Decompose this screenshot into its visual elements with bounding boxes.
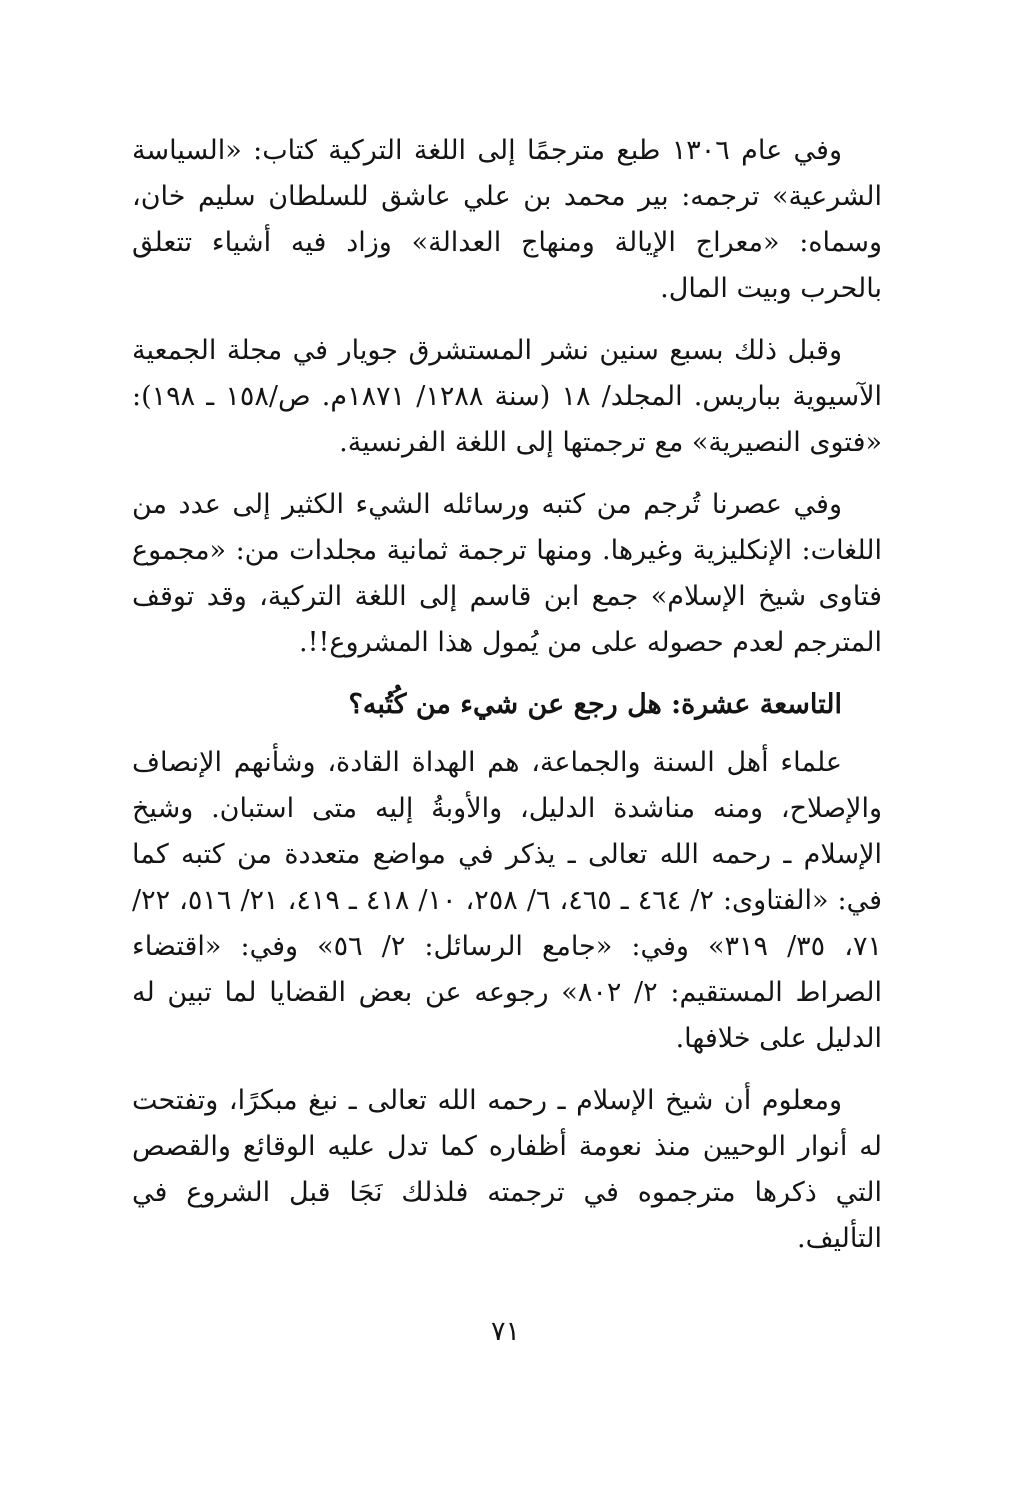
page-number: ٧١ bbox=[490, 1316, 520, 1347]
section-heading: التاسعة عشرة: هل رجع عن شيء من كُتُبه؟ bbox=[348, 689, 842, 720]
paragraph-early-genius: ومعلوم أن شيخ الإسلام ـ رحمه الله تعالى ـ نبغ مبكرًا، وتفتحت له أنوار الوحيين منذ نعومة أظفاره كما تدل عليه الوقائع والقصص التي ذكرها مترجموه في ترجمته فلذلك نَجَا قبل الشروع في التأليف. bbox=[132, 1085, 882, 1254]
paragraph-retractions: علماء أهل السنة والجماعة، هم الهداة القادة، وشأنهم الإنصاف والإصلاح، ومنه مناشدة الدليل، والأوبةُ إليه متى استبان. وشيخ الإسلام ـ رحمه الله تعالى ـ يذكر في مواضع متعددة من كتبه كما في: «الفتاوى: ٢/ ٤٦٤ ـ ٤٦٥، ٦/ ٢٥٨، ١٠/ ٤١٨ ـ ٤١٩، ٢١/ ٥١٦، ٢٢/ ٧١، ٣٥/ ٣١٩» وفي: «جامع الرسائل: ٢/ ٥٦» وفي: «اقتضاء الصراط المستقيم: ٢/ ٨٠٢» رجوعه عن بعض القضايا لما تبين له الدليل على خلافها. bbox=[132, 747, 883, 1054]
paragraph-french-translation: وقبل ذلك بسبع سنين نشر المستشرق جويار في مجلة الجمعية الآسيوية بباريس. المجلد/ ١٨ (سنة ١٢٨٨/ ١٨٧١م. ص/١٥٨ ـ ١٩٨): «فتوى النصيرية» مع ترجمتها إلى اللغة الفرنسية. bbox=[132, 335, 883, 458]
paragraph-modern-translations: وفي عصرنا تُرجم من كتبه ورسائله الشيء الكثير إلى عدد من اللغات: الإنكليزية وغيرها. ومنها ترجمة ثمانية مجلدات من: «مجموع فتاوى شيخ الإسلام» جمع ابن قاسم إلى اللغة التركية، وقد توقف المترجم لعدم حصوله على من يُمول هذا المشروع!!. bbox=[132, 489, 882, 658]
body-text bbox=[132, 128, 882, 1278]
paragraph-turkish-translation: وفي عام ١٣٠٦ طبع مترجمًا إلى اللغة التركية كتاب: «السياسة الشرعية» ترجمه: بير محمد بن علي عاشق للسلطان سليم خان، وسماه: «معراج الإيالة ومنهاج العدالة» وزاد فيه أشياء تتعلق بالحرب وبيت المال. bbox=[132, 135, 882, 304]
